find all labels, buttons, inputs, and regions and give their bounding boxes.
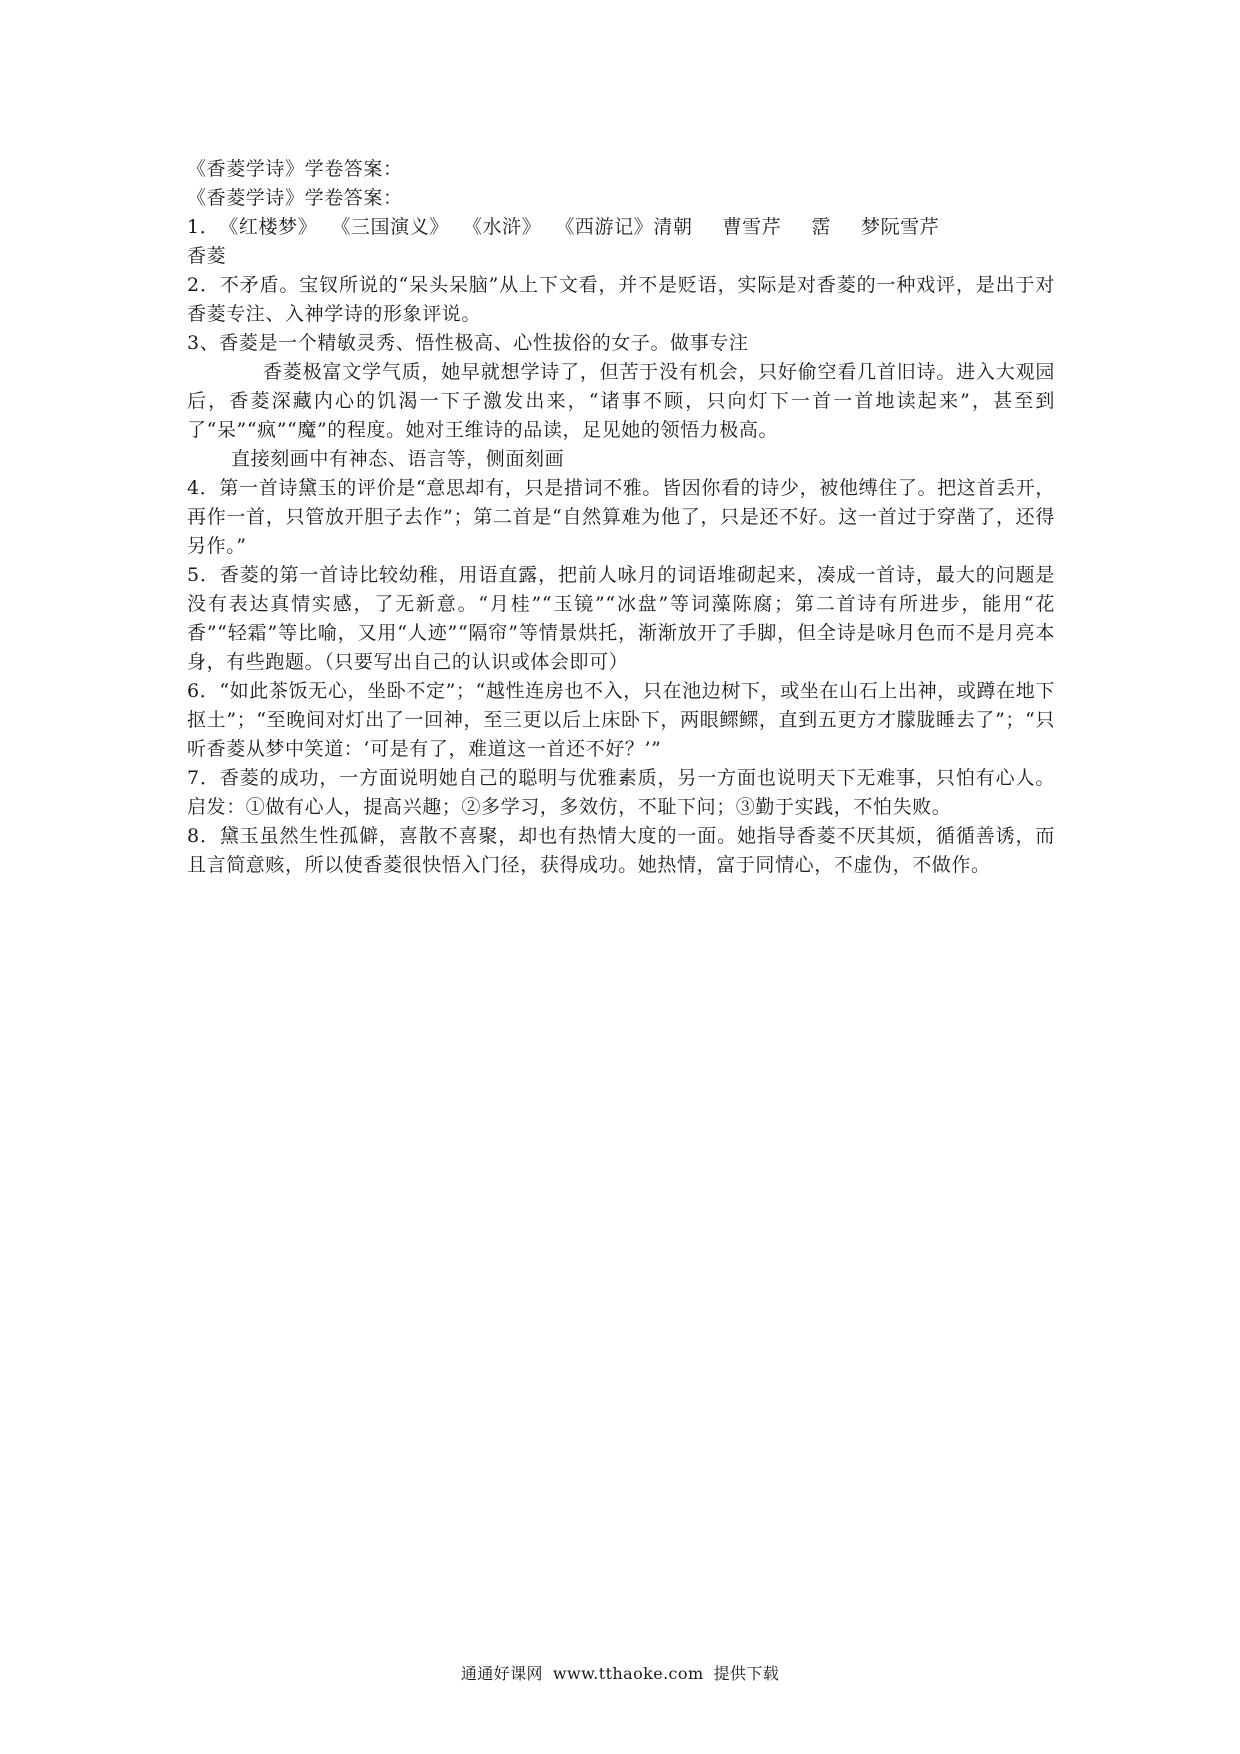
q1-book: 《水浒》 <box>462 216 542 238</box>
question-7-answer: 7．香菱的成功，一方面说明她自己的聪明与优雅素质，另一方面也说明天下无难事，只怕有心人。启发：①做有心人，提高兴趣；②多学习，多效仿，不耻下问；③勤于实践，不怕失败。 <box>187 767 1055 818</box>
q1-book: 《三国演义》 <box>331 216 449 238</box>
question-6-answer: 6．“如此茶饭无心，坐卧不定”；“越性连房也不入，只在池边树下，或坐在山石上出神，或蹲在地下抠土”；“至晚间对灯出了一回神，至三更以后上床卧下，两眼鳏鳏，直到五更方才朦胧睡去了”；“只听香菱从梦中笑道：‘可是有了，难道这一首还不好？’” <box>187 680 1055 760</box>
q1-book: 《红楼梦》 <box>219 216 318 238</box>
q1-name: 霑 <box>811 216 831 238</box>
question-3-heading: 3、香菱是一个精敏灵秀、悟性极高、心性拔俗的女子。做事专注 <box>187 332 749 354</box>
q1-character: 香菱 <box>187 245 227 267</box>
q1-dynasty: 清朝 <box>653 216 693 238</box>
document-body <box>187 155 1055 880</box>
question-1-answer <box>187 213 1055 242</box>
footer-url[interactable]: www.tthaoke.com <box>552 1664 704 1683</box>
question-2-answer: 2．不矛盾。宝钗所说的“呆头呆脑”从上下文看，并不是贬语，实际是对香菱的一种戏评，是出于对香菱专注、入神学诗的形象评说。 <box>187 274 1055 325</box>
q1-author: 曹雪芹 <box>722 216 782 238</box>
question-5-answer: 5．香菱的第一首诗比较幼稚，用语直露，把前人咏月的词语堆砌起来，凑成一首诗，最大的问题是没有表达真情实感，了无新意。“月桂”“玉镜”“冰盘”等词藻陈腐；第二首诗有所进步，能用“花香”“轻霜”等比喻，又用“人迹”“隔帘”等情景烘托，渐渐放开了手脚，但全诗是咏月色而不是月亮本身，有些跑题。（只要写出自己的认识或体会即可） <box>187 564 1055 673</box>
question-3-body: 香菱极富文学气质，她早就想学诗了，但苦于没有机会，只好偷空看几首旧诗。进入大观园后，香菱深藏内心的饥渴一下子激发出来，“诸事不顾，只向灯下一首一首地读起来”，甚至到了“呆”“疯”“魔”的程度。她对王维诗的品读，足见她的领悟力极高。 <box>187 361 1055 441</box>
answer-title: 《香菱学诗》学卷答案： <box>187 158 403 180</box>
footer-site-name: 通通好课网 <box>460 1664 543 1683</box>
question-4-answer: 4．第一首诗黛玉的评价是“意思却有，只是措词不雅。皆因你看的诗少，被他缚住了。把这首丢开，再作一首，只管放开胆子去作”；第二首是“自然算难为他了，只是还不好。这一首过于穿凿了，还得另作。” <box>187 477 1055 557</box>
page-footer <box>0 1661 1240 1684</box>
q1-book: 《西游记》 <box>555 216 654 238</box>
question-3-note: 直接刻画中有神态、语言等，侧面刻画 <box>231 448 565 470</box>
q1-courtesy: 梦阮雪芹 <box>860 216 940 238</box>
question-8-answer: 8．黛玉虽然生性孤僻，喜散不喜聚，却也有热情大度的一面。她指导香菱不厌其烦，循循善诱，而且言简意赅，所以使香菱很快悟入门径，获得成功。她热情，富于同情心，不虚伪，不做作。 <box>187 825 1055 876</box>
answer-title-repeat: 《香菱学诗》学卷答案： <box>187 187 403 209</box>
q1-number: 1． <box>187 216 220 238</box>
footer-suffix: 提供下载 <box>713 1664 780 1683</box>
